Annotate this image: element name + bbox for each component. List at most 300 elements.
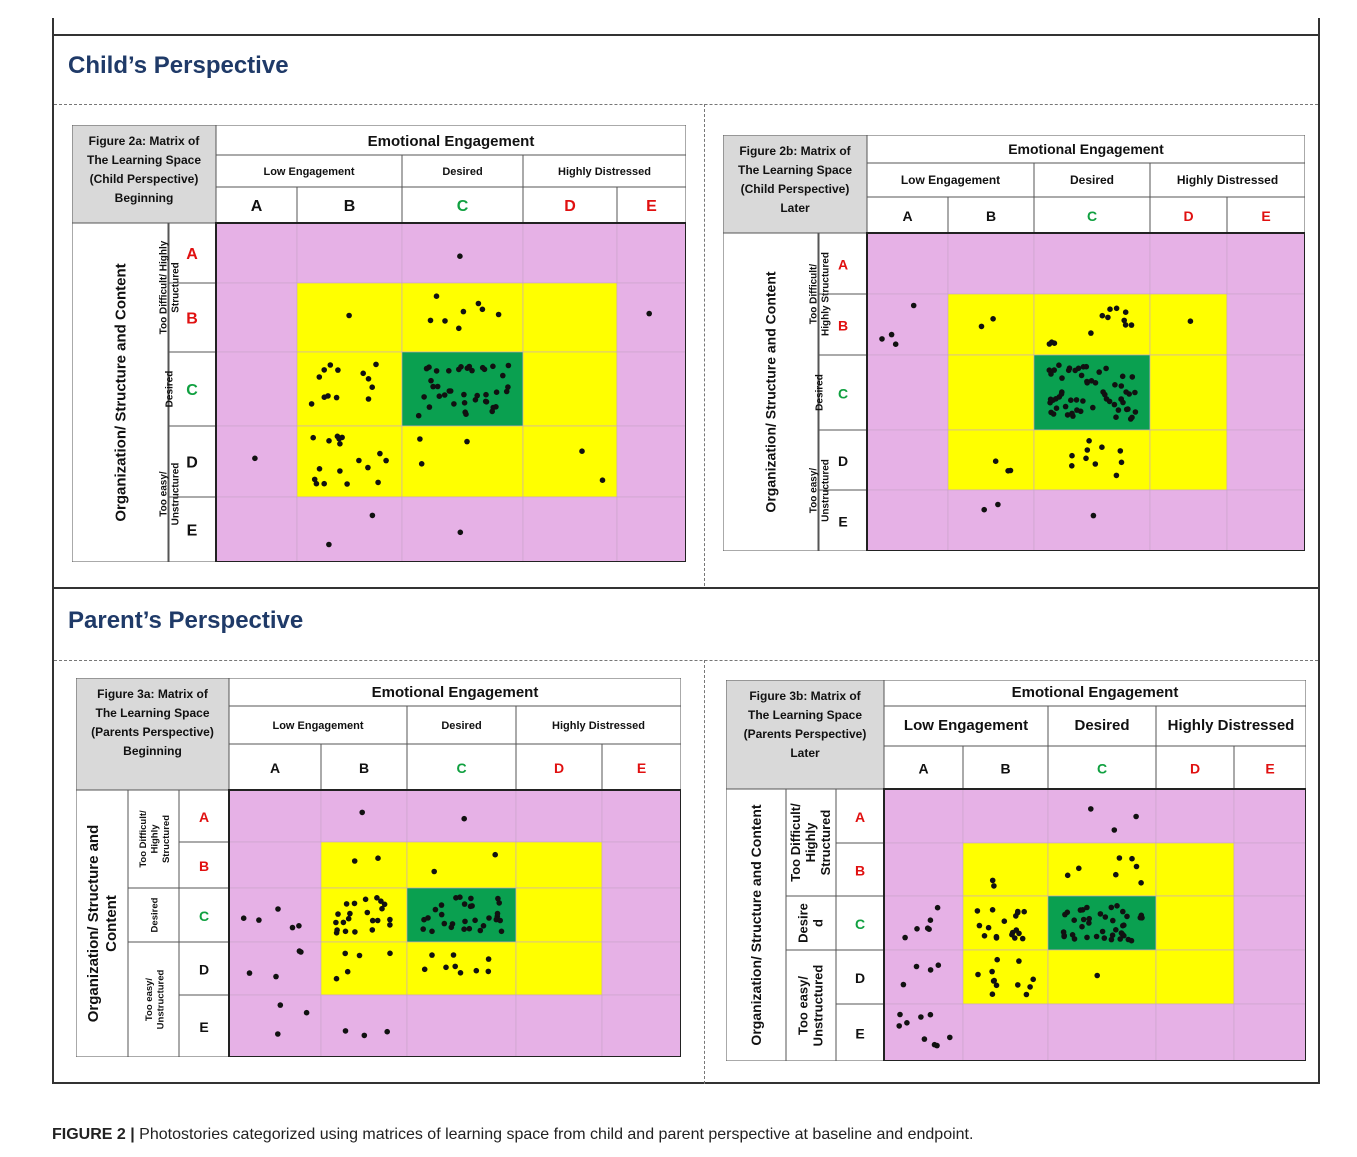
photostory-dot (468, 896, 474, 902)
matrix-cell (216, 426, 297, 497)
figure-caption (52, 1126, 973, 1144)
matrix-cell (297, 352, 402, 426)
photostory-dot (936, 962, 942, 968)
photostory-dot (918, 1014, 924, 1020)
photostory-dot (468, 904, 474, 910)
matrix-cell (602, 790, 681, 842)
matrix-cell (963, 950, 1048, 1004)
matrix-cell (602, 942, 681, 995)
row-label-c: C (186, 382, 198, 399)
photostory-dot (375, 918, 381, 924)
photostory-dot (1069, 411, 1075, 417)
photostory-dot (1120, 909, 1126, 915)
photostory-dot (1093, 380, 1099, 386)
photostory-dot (979, 324, 985, 330)
group-highly-distressed: Highly Distressed (1176, 173, 1279, 187)
photostory-dot (1069, 463, 1075, 469)
photostory-dot (334, 395, 340, 401)
photostory-dot (448, 388, 454, 394)
photostory-dot (1048, 397, 1054, 403)
matrix-cell (407, 842, 516, 888)
photostory-dot (500, 373, 506, 379)
row-label-e: E (199, 1019, 209, 1035)
group-desired: Desired (441, 720, 482, 732)
matrix-cell (229, 995, 321, 1057)
photostory-dot (947, 1035, 953, 1041)
photostory-dot (1138, 880, 1144, 886)
photostory-dot (427, 404, 433, 410)
photostory-dot (442, 921, 448, 927)
photostory-dot (1085, 447, 1091, 453)
group-desired: Desired (442, 166, 483, 178)
photostory-dot (461, 392, 467, 398)
group-low-engagement: Low Engagement (263, 166, 355, 178)
photostory-dot (1024, 992, 1030, 998)
column-label-b: B (985, 208, 997, 224)
matrix-cell (1150, 294, 1227, 355)
emotional-engagement-label: Emotional Engagement (1011, 684, 1179, 701)
photostory-dot (1102, 935, 1108, 941)
matrix-cell (297, 223, 402, 283)
photostory-dot (343, 1028, 349, 1034)
panel-caption-line: (Parents Perspective) (91, 725, 214, 739)
matrix-cell (1156, 843, 1234, 896)
matrix-cell (1234, 1004, 1306, 1061)
photostory-dot (387, 917, 393, 923)
matrix-cell (516, 995, 602, 1057)
row-label-d: D (186, 454, 198, 472)
photostory-dot (1083, 456, 1089, 462)
photostory-dot (982, 933, 988, 939)
photostory-dot (325, 393, 331, 399)
matrix-cell (1034, 490, 1150, 551)
photostory-dot (1113, 927, 1119, 933)
parent-section-title: Parent’s Perspective (68, 607, 304, 634)
photostory-dot (416, 413, 422, 419)
photostory-dot (357, 953, 363, 959)
photostory-dot (352, 901, 358, 907)
photostory-dot (1113, 872, 1119, 878)
photostory-dot (337, 441, 343, 447)
group-highly-distressed: Highly Distressed (552, 720, 645, 732)
photostory-dot (462, 919, 468, 925)
photostory-dot (896, 1023, 902, 1029)
photostory-dot (321, 481, 327, 487)
photostory-dot (344, 481, 350, 487)
caption-label: FIGURE 2 | (52, 1126, 135, 1143)
photostory-dot (346, 916, 352, 922)
photostory-dot (449, 925, 455, 931)
photostory-dot (278, 1002, 284, 1008)
photostory-dot (335, 367, 341, 373)
matrix-cell (1227, 294, 1305, 355)
photostory-dot (347, 911, 353, 917)
photostory-dot (1084, 935, 1090, 941)
photostory-dot (1112, 382, 1118, 388)
column-label-a: A (269, 760, 281, 776)
matrix-cell (407, 790, 516, 842)
photostory-dot (326, 542, 332, 548)
photostory-dot (352, 858, 358, 864)
photostory-dot (1134, 864, 1140, 870)
matrix-cell (1234, 789, 1306, 843)
photostory-dot (451, 401, 457, 407)
photostory-dot (290, 925, 296, 931)
photostory-dot (312, 477, 318, 483)
photostory-dot (341, 920, 347, 926)
panel-caption-line: Beginning (123, 744, 182, 758)
photostory-dot (458, 530, 464, 536)
side-axis-title: Content (103, 895, 120, 952)
panel-caption-line: Figure 2a: Matrix of (88, 134, 200, 148)
photostory-dot (1048, 371, 1054, 377)
photostory-dot (1109, 937, 1115, 943)
photostory-dot (483, 399, 489, 405)
side-axis-title: Organization/ Structure and Content (762, 271, 779, 513)
photostory-dot (433, 907, 439, 913)
photostory-dot (1125, 406, 1131, 412)
group-highly-distressed: Highly Distressed (1167, 717, 1295, 734)
matrix-cell (321, 888, 407, 942)
photostory-dot (1074, 407, 1080, 413)
photostory-dot (1114, 903, 1120, 909)
photostory-dot (443, 965, 449, 971)
panel-caption-line: The Learning Space (737, 163, 853, 177)
matrix-cell (867, 430, 948, 490)
photostory-dot (1081, 917, 1087, 923)
matrix-cell (1227, 355, 1305, 430)
photostory-dot (1066, 368, 1072, 374)
matrix-cell (321, 842, 407, 888)
matrix-cell (523, 497, 617, 562)
matrix-cell (948, 294, 1034, 355)
photostory-dot (986, 925, 992, 931)
panel-caption-line: (Child Perspective) (89, 172, 199, 186)
photostory-dot (1103, 914, 1109, 920)
matrix-cell (523, 283, 617, 352)
matrix-figure-2b (723, 135, 1305, 551)
photostory-dot (1014, 927, 1020, 933)
photostory-dot (1086, 438, 1092, 444)
matrix-figure-3a (76, 678, 681, 1057)
matrix-cell (402, 497, 523, 562)
photostory-dot (1119, 460, 1125, 466)
matrix-cell (1048, 896, 1156, 950)
photostory-dot (365, 910, 371, 916)
photostory-dot (431, 869, 437, 875)
photostory-dot (1088, 806, 1094, 812)
parent-section-divider (54, 660, 1318, 661)
row-group-label: Unstructured (170, 462, 182, 526)
photostory-dot (328, 362, 334, 368)
matrix-cell (516, 842, 602, 888)
photostory-dot (1110, 918, 1116, 924)
photostory-dot (506, 363, 512, 369)
row-label-a: A (198, 809, 210, 825)
photostory-dot (1100, 313, 1106, 319)
row-label-a: A (854, 809, 866, 825)
photostory-dot (456, 367, 462, 373)
matrix-cell (516, 888, 602, 942)
photostory-dot (1129, 415, 1135, 421)
matrix-cell (867, 294, 948, 355)
photostory-dot (456, 326, 462, 332)
panel-caption-line: (Parents Perspective) (743, 727, 867, 741)
matrix-cell (1227, 490, 1305, 551)
photostory-dot (1133, 814, 1139, 820)
matrix-cell (948, 490, 1034, 551)
matrix-cell (1227, 430, 1305, 490)
photostory-dot (430, 384, 436, 390)
panel-caption-line: The Learning Space (95, 706, 210, 720)
photostory-dot (1123, 309, 1129, 315)
photostory-dot (352, 929, 358, 935)
photostory-dot (419, 461, 425, 467)
matrix-cell (1034, 233, 1150, 294)
matrix-cell (297, 497, 402, 562)
matrix-cell (321, 790, 407, 842)
photostory-dot (366, 396, 372, 402)
photostory-dot (442, 318, 448, 324)
photostory-dot (1129, 322, 1135, 328)
photostory-dot (926, 926, 932, 932)
column-label-a: A (250, 198, 263, 215)
matrix-cell (617, 426, 686, 497)
photostory-dot (1069, 453, 1075, 459)
panel-caption-line: The Learning Space (747, 708, 863, 722)
photostory-dot (360, 371, 366, 377)
column-label-b: B (358, 760, 370, 776)
photostory-dot (1123, 389, 1129, 395)
photostory-dot (377, 451, 383, 457)
matrix-cell (602, 888, 681, 942)
photostory-dot (1117, 855, 1123, 861)
photostory-dot (429, 929, 435, 935)
matrix-cell (229, 888, 321, 942)
photostory-dot (370, 513, 376, 519)
photostory-dot (994, 957, 1000, 963)
photostory-dot (1093, 461, 1099, 467)
photostory-dot (1138, 915, 1144, 921)
photostory-dot (437, 393, 443, 399)
matrix-cell (1048, 789, 1156, 843)
photostory-dot (1121, 922, 1127, 928)
photostory-dot (995, 502, 1001, 508)
panel-caption-line: Figure 3a: Matrix of (97, 687, 208, 701)
photostory-dot (1084, 364, 1090, 370)
photostory-dot (504, 389, 510, 395)
matrix-cell (948, 355, 1034, 430)
photostory-dot (439, 912, 445, 918)
matrix-cell (523, 352, 617, 426)
photostory-dot (1054, 405, 1060, 411)
matrix-cell (1150, 355, 1227, 430)
matrix-cell (1150, 233, 1227, 294)
photostory-dot (375, 855, 381, 861)
photostory-dot (994, 935, 1000, 941)
photostory-dot (975, 908, 981, 914)
group-highly-distressed: Highly Distressed (558, 166, 651, 178)
matrix-cell (884, 950, 963, 1004)
photostory-dot (451, 952, 457, 958)
matrix-cell (523, 223, 617, 283)
row-label-c: C (837, 385, 849, 402)
photostory-dot (904, 1020, 910, 1026)
photostory-dot (579, 448, 585, 454)
matrix-cell (402, 283, 523, 352)
photostory-dot (370, 918, 376, 924)
photostory-dot (434, 293, 440, 299)
photostory-dot (425, 915, 431, 921)
photostory-dot (1056, 362, 1062, 368)
photostory-dot (1020, 936, 1026, 942)
photostory-dot (420, 926, 426, 932)
photostory-dot (928, 917, 934, 923)
photostory-dot (1059, 391, 1065, 397)
photostory-dot (342, 951, 348, 957)
photostory-dot (417, 436, 423, 442)
photostory-dot (1103, 366, 1109, 372)
photostory-dot (1009, 932, 1015, 938)
photostory-dot (424, 366, 430, 372)
child-section-title: Child’s Perspective (68, 52, 289, 79)
photostory-dot (977, 923, 983, 929)
photostory-dot (600, 477, 606, 483)
row-label-e: E (186, 522, 198, 540)
panel-caption-line: Figure 3b: Matrix of (749, 689, 861, 703)
child-panels-divider (704, 104, 705, 586)
matrix-cell (867, 233, 948, 294)
photostory-dot (1084, 380, 1090, 386)
column-label-a: A (902, 208, 913, 224)
matrix-cell (1234, 843, 1306, 896)
photostory-dot (461, 309, 467, 315)
row-group-label: Unstructured (820, 459, 832, 522)
column-label-c: C (456, 198, 469, 215)
row-group-label: Unstructured (810, 964, 826, 1047)
photostory-dot (462, 400, 468, 406)
photostory-dot (480, 365, 486, 371)
row-label-d: D (837, 453, 849, 469)
column-label-b: B (343, 198, 356, 215)
matrix-cell (229, 790, 321, 842)
group-desired: Desired (1069, 173, 1115, 187)
row-group-label: Highly (803, 822, 818, 863)
photostory-dot (879, 336, 885, 342)
row-group-label: Structured (170, 262, 182, 313)
photostory-dot (496, 312, 502, 318)
row-label-b: B (837, 317, 849, 334)
photostory-dot (387, 922, 393, 928)
photostory-dot (928, 967, 934, 973)
photostory-dot (452, 964, 458, 970)
photostory-dot (457, 894, 463, 900)
photostory-dot (275, 1031, 281, 1037)
photostory-dot (467, 364, 473, 370)
row-label-a: A (186, 246, 198, 263)
matrix-cell (407, 995, 516, 1057)
photostory-dot (1117, 936, 1123, 942)
photostory-dot (1015, 909, 1021, 915)
matrix-cell (617, 352, 686, 426)
matrix-cell (948, 430, 1034, 490)
photostory-dot (1088, 330, 1094, 336)
photostory-dot (1130, 374, 1136, 380)
column-label-d: D (1183, 208, 1194, 224)
photostory-dot (439, 902, 445, 908)
matrix-cell (516, 790, 602, 842)
column-label-e: E (1261, 208, 1271, 224)
photostory-dot (1114, 306, 1120, 312)
photostory-dot (476, 301, 482, 307)
group-low-engagement: Low Engagement (272, 720, 364, 732)
matrix-cell (229, 942, 321, 995)
photostory-dot (490, 364, 496, 370)
row-group-label: Too Difficult/ (808, 263, 820, 325)
photostory-dot (1096, 369, 1102, 375)
photostory-dot (1086, 920, 1092, 926)
column-label-c: C (1086, 208, 1098, 224)
photostory-dot (901, 982, 907, 988)
photostory-dot (343, 929, 349, 935)
photostory-dot (1112, 402, 1118, 408)
column-label-d: D (564, 198, 576, 215)
photostory-dot (1116, 407, 1122, 413)
photostory-dot (889, 332, 895, 338)
row-group-label: Structured (161, 814, 172, 864)
photostory-dot (646, 311, 652, 317)
matrix-cell (229, 842, 321, 888)
photostory-dot (1119, 383, 1125, 389)
photostory-dot (317, 466, 323, 472)
photostory-dot (428, 378, 434, 384)
photostory-dot (297, 948, 303, 954)
emotional-engagement-label: Emotional Engagement (371, 684, 539, 701)
section-separator (54, 587, 1318, 589)
row-group-label: Too easy/ (795, 975, 811, 1036)
photostory-dot (1016, 958, 1022, 964)
matrix-cell (884, 843, 963, 896)
row-group-label: Too easy/ (158, 471, 170, 517)
matrix-cell (963, 843, 1048, 896)
photostory-dot (1063, 404, 1069, 410)
photostory-dot (1079, 373, 1085, 379)
photostory-dot (1015, 982, 1021, 988)
photostory-dot (387, 951, 393, 957)
photostory-dot (928, 1012, 934, 1018)
photostory-dot (1002, 918, 1008, 924)
column-label-d: D (553, 760, 565, 776)
photostory-dot (1068, 397, 1074, 403)
row-group-label: Too easy/ (808, 467, 820, 514)
column-label-c: C (456, 760, 467, 776)
row-label-c: C (198, 908, 210, 924)
photostory-dot (345, 969, 351, 975)
photostory-dot (1080, 398, 1086, 404)
photostory-dot (1107, 306, 1113, 312)
side-axis-title: Organization/ Structure and Content (748, 804, 764, 1046)
matrix-cell (884, 1004, 963, 1061)
photostory-dot (495, 896, 501, 902)
photostory-dot (369, 384, 375, 390)
photostory-dot (1112, 827, 1118, 833)
row-label-c: C (854, 916, 866, 932)
photostory-dot (486, 969, 492, 975)
photostory-dot (336, 436, 342, 442)
matrix-cell (884, 896, 963, 950)
photostory-dot (1062, 912, 1068, 918)
photostory-dot (359, 810, 365, 816)
